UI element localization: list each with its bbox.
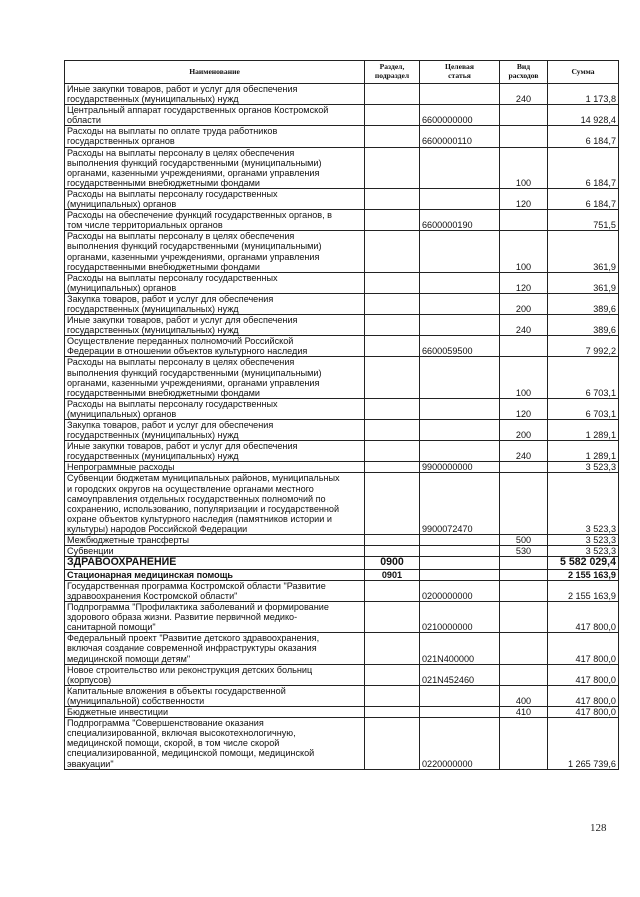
row-name-cell: Расходы на выплаты персоналу государственных (муниципальных) органов — [65, 398, 365, 419]
table-row — [65, 315, 619, 336]
row-summa-cell: 417 800,0 — [548, 633, 619, 664]
table-row — [65, 84, 619, 105]
table-row — [65, 420, 619, 441]
table-row — [65, 580, 619, 601]
row-razdel-cell — [365, 398, 420, 419]
row-celevaya-cell — [420, 147, 500, 188]
row-celevaya-cell: 6600000000 — [420, 105, 500, 126]
row-celevaya-cell — [420, 707, 500, 718]
row-vid-cell: 400 — [500, 685, 548, 706]
row-razdel-cell — [365, 535, 420, 546]
row-celevaya-cell — [420, 685, 500, 706]
row-razdel-cell — [365, 707, 420, 718]
row-celevaya-cell: 6600059500 — [420, 336, 500, 357]
row-celevaya-cell — [420, 557, 500, 570]
row-name-cell: Новое строительство или реконструкция детских больниц (корпусов) — [65, 664, 365, 685]
row-razdel-cell — [365, 664, 420, 685]
row-razdel-cell — [365, 357, 420, 398]
header-celevaya: Целевая статья — [420, 61, 500, 84]
row-razdel-cell — [365, 441, 420, 462]
row-name-cell: Межбюджетные трансферты — [65, 535, 365, 546]
table-row — [65, 685, 619, 706]
row-razdel-cell — [365, 210, 420, 231]
row-name-cell: Закупка товаров, работ и услуг для обеспечения государственных (муниципальных) нужд — [65, 420, 365, 441]
row-name-cell: Расходы на выплаты персоналу государственных (муниципальных) органов — [65, 272, 365, 293]
row-vid-cell — [500, 105, 548, 126]
row-summa-cell: 361,9 — [548, 231, 619, 272]
table-row — [65, 569, 619, 580]
row-razdel-cell — [365, 633, 420, 664]
row-celevaya-cell: 0220000000 — [420, 718, 500, 769]
row-vid-cell: 100 — [500, 357, 548, 398]
table-row — [65, 535, 619, 546]
row-vid-cell: 100 — [500, 147, 548, 188]
table-row — [65, 633, 619, 664]
row-razdel-cell — [365, 473, 420, 535]
row-celevaya-cell: 021N400000 — [420, 633, 500, 664]
row-vid-cell: 100 — [500, 231, 548, 272]
header-summa: Сумма — [548, 61, 619, 84]
row-summa-cell: 1 289,1 — [548, 441, 619, 462]
table-row — [65, 398, 619, 419]
row-celevaya-cell — [420, 188, 500, 209]
row-vid-cell: 120 — [500, 398, 548, 419]
row-summa-cell: 389,6 — [548, 315, 619, 336]
page-number: 128 — [590, 822, 607, 834]
table-row — [65, 126, 619, 147]
row-vid-cell — [500, 718, 548, 769]
row-name-cell: Расходы на обеспечение функций государственных органов, в том числе территориальных органов — [65, 210, 365, 231]
row-razdel-cell — [365, 462, 420, 473]
row-name-cell: Капитальные вложения в объекты государственной (муниципальной) собственности — [65, 685, 365, 706]
row-razdel-cell: 0901 — [365, 569, 420, 580]
row-name-cell: Расходы на выплаты персоналу государственных (муниципальных) органов — [65, 188, 365, 209]
row-name-cell: Расходы на выплаты персоналу в целях обеспечения выполнения функций государственными (муниципальными) органами, казенными учреждениями, органами управления государственными внебюджетными фондами — [65, 231, 365, 272]
table-row — [65, 557, 619, 570]
row-summa-cell: 3 523,3 — [548, 462, 619, 473]
row-vid-cell: 200 — [500, 420, 548, 441]
row-celevaya-cell — [420, 569, 500, 580]
row-summa-cell: 6 184,7 — [548, 188, 619, 209]
row-vid-cell: 500 — [500, 535, 548, 546]
row-summa-cell: 389,6 — [548, 293, 619, 314]
table-row — [65, 210, 619, 231]
table-row — [65, 462, 619, 473]
row-vid-cell — [500, 126, 548, 147]
table-row — [65, 231, 619, 272]
table-row — [65, 664, 619, 685]
row-name-cell: Иные закупки товаров, работ и услуг для обеспечения государственных (муниципальных) нужд — [65, 84, 365, 105]
row-summa-cell: 1 289,1 — [548, 420, 619, 441]
row-vid-cell: 120 — [500, 188, 548, 209]
table-row — [65, 441, 619, 462]
row-vid-cell: 240 — [500, 315, 548, 336]
row-summa-cell: 2 155 163,9 — [548, 580, 619, 601]
row-razdel-cell — [365, 602, 420, 633]
row-celevaya-cell — [420, 293, 500, 314]
row-razdel-cell — [365, 685, 420, 706]
row-vid-cell: 120 — [500, 272, 548, 293]
table-row — [65, 272, 619, 293]
row-vid-cell — [500, 210, 548, 231]
row-razdel-cell — [365, 188, 420, 209]
row-celevaya-cell — [420, 357, 500, 398]
table-row — [65, 602, 619, 633]
row-vid-cell — [500, 633, 548, 664]
row-razdel-cell — [365, 580, 420, 601]
row-summa-cell: 14 928,4 — [548, 105, 619, 126]
row-vid-cell — [500, 664, 548, 685]
row-razdel-cell — [365, 272, 420, 293]
row-vid-cell — [500, 336, 548, 357]
row-razdel-cell — [365, 147, 420, 188]
table-body — [65, 84, 619, 770]
row-celevaya-cell: 6600000110 — [420, 126, 500, 147]
row-summa-cell: 6 184,7 — [548, 126, 619, 147]
row-razdel-cell — [365, 231, 420, 272]
row-razdel-cell — [365, 315, 420, 336]
row-razdel-cell — [365, 126, 420, 147]
table-row — [65, 718, 619, 769]
row-celevaya-cell — [420, 441, 500, 462]
row-razdel-cell — [365, 293, 420, 314]
row-celevaya-cell: 021N452460 — [420, 664, 500, 685]
header-vid: Вид расходов — [500, 61, 548, 84]
row-celevaya-cell: 6600000190 — [420, 210, 500, 231]
row-vid-cell — [500, 580, 548, 601]
row-name-cell: Федеральный проект "Развитие детского здравоохранения, включая создание современной инфраструктуры оказания медицинской помощи детям" — [65, 633, 365, 664]
table-row — [65, 293, 619, 314]
row-name-cell: Осуществление переданных полномочий Российской Федерации в отношении объектов культурного наследия — [65, 336, 365, 357]
row-razdel-cell — [365, 84, 420, 105]
row-name-cell: Субвенции — [65, 546, 365, 557]
row-summa-cell: 7 992,2 — [548, 336, 619, 357]
table-row — [65, 336, 619, 357]
budget-table — [64, 60, 619, 770]
row-celevaya-cell — [420, 272, 500, 293]
table-row — [65, 707, 619, 718]
row-razdel-cell — [365, 718, 420, 769]
row-name-cell: Субвенции бюджетам муниципальных районов, муниципальных и городских округов на осуществление органами местного самоуправления отдельных государственных полномочий по сохранению, использованию, популяризации и государственной охране объектов культурного наследия (памятников истории и культуры) народов Российской Федерации — [65, 473, 365, 535]
row-celevaya-cell — [420, 535, 500, 546]
row-vid-cell: 530 — [500, 546, 548, 557]
table-row — [65, 546, 619, 557]
row-summa-cell: 6 703,1 — [548, 357, 619, 398]
row-name-cell: Иные закупки товаров, работ и услуг для обеспечения государственных (муниципальных) нужд — [65, 441, 365, 462]
header-name: Наименование — [65, 61, 365, 84]
row-summa-cell: 6 184,7 — [548, 147, 619, 188]
row-summa-cell: 417 800,0 — [548, 685, 619, 706]
row-razdel-cell — [365, 546, 420, 557]
row-celevaya-cell: 9900072470 — [420, 473, 500, 535]
row-name-cell: Иные закупки товаров, работ и услуг для обеспечения государственных (муниципальных) нужд — [65, 315, 365, 336]
row-celevaya-cell — [420, 398, 500, 419]
row-summa-cell: 3 523,3 — [548, 473, 619, 535]
row-name-cell: Расходы на выплаты по оплате труда работников государственных органов — [65, 126, 365, 147]
row-summa-cell: 3 523,3 — [548, 546, 619, 557]
row-summa-cell: 1 265 739,6 — [548, 718, 619, 769]
row-summa-cell: 417 800,0 — [548, 664, 619, 685]
row-summa-cell: 417 800,0 — [548, 707, 619, 718]
row-summa-cell: 3 523,3 — [548, 535, 619, 546]
row-celevaya-cell — [420, 420, 500, 441]
row-vid-cell — [500, 473, 548, 535]
row-celevaya-cell — [420, 84, 500, 105]
table-row — [65, 188, 619, 209]
row-name-cell: Расходы на выплаты персоналу в целях обеспечения выполнения функций государственными (муниципальными) органами, казенными учреждениями, органами управления государственными внебюджетными фондами — [65, 147, 365, 188]
row-summa-cell: 751,5 — [548, 210, 619, 231]
table-row — [65, 147, 619, 188]
row-summa-cell: 361,9 — [548, 272, 619, 293]
row-razdel-cell — [365, 336, 420, 357]
row-name-cell: Центральный аппарат государственных органов Костромской области — [65, 105, 365, 126]
row-name-cell: Подпрограмма "Совершенствование оказания специализированной, включая высокотехнологичную, медицинской помощи, скорой, в том числе скорой специализированной, медицинской помощи, медицинской эвакуации" — [65, 718, 365, 769]
row-name-cell: Непрограммные расходы — [65, 462, 365, 473]
row-summa-cell: 2 155 163,9 — [548, 569, 619, 580]
row-razdel-cell — [365, 105, 420, 126]
row-name-cell: Подпрограмма "Профилактика заболеваний и формирование здорового образа жизни. Развитие первичной медико- санитарной помощи" — [65, 602, 365, 633]
row-vid-cell — [500, 569, 548, 580]
row-celevaya-cell: 0210000000 — [420, 602, 500, 633]
header-razdel: Раздел, подраздел — [365, 61, 420, 84]
row-summa-cell: 417 800,0 — [548, 602, 619, 633]
row-vid-cell — [500, 557, 548, 570]
row-celevaya-cell — [420, 315, 500, 336]
row-name-cell: Закупка товаров, работ и услуг для обеспечения государственных (муниципальных) нужд — [65, 293, 365, 314]
row-vid-cell: 410 — [500, 707, 548, 718]
row-celevaya-cell: 0200000000 — [420, 580, 500, 601]
row-vid-cell — [500, 602, 548, 633]
row-name-cell: Расходы на выплаты персоналу в целях обеспечения выполнения функций государственными (муниципальными) органами, казенными учреждениями, органами управления государственными внебюджетными фондами — [65, 357, 365, 398]
row-vid-cell: 200 — [500, 293, 548, 314]
table-header-row — [65, 61, 619, 84]
row-razdel-cell: 0900 — [365, 557, 420, 570]
row-name-cell: Государственная программа Костромской области "Развитие здравоохранения Костромской области" — [65, 580, 365, 601]
row-summa-cell: 5 582 029,4 — [548, 557, 619, 570]
row-summa-cell: 6 703,1 — [548, 398, 619, 419]
row-razdel-cell — [365, 420, 420, 441]
row-vid-cell: 240 — [500, 441, 548, 462]
row-vid-cell: 240 — [500, 84, 548, 105]
table-row — [65, 105, 619, 126]
row-vid-cell — [500, 462, 548, 473]
row-name-cell: Стационарная медицинская помощь — [65, 569, 365, 580]
table-row — [65, 473, 619, 535]
row-celevaya-cell: 9900000000 — [420, 462, 500, 473]
row-celevaya-cell — [420, 231, 500, 272]
table-row — [65, 357, 619, 398]
row-celevaya-cell — [420, 546, 500, 557]
row-summa-cell: 1 173,8 — [548, 84, 619, 105]
row-name-cell: ЗДРАВООХРАНЕНИЕ — [65, 557, 365, 570]
row-name-cell: Бюджетные инвестиции — [65, 707, 365, 718]
